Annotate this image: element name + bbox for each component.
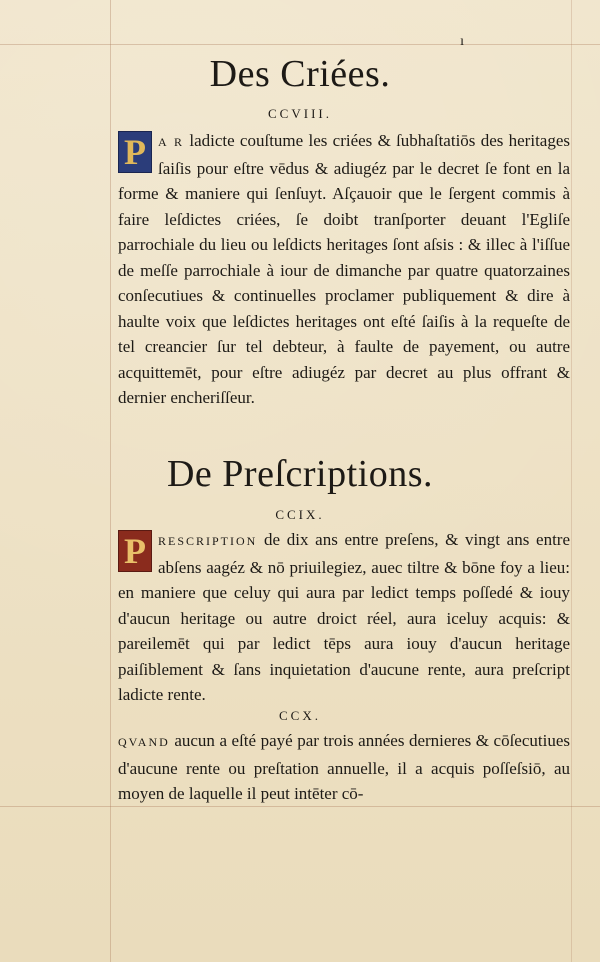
dropcap-p-ornament-red: P — [118, 530, 152, 572]
article-number-ccix: CCIX. — [275, 507, 325, 522]
article-ccviii-text — [118, 128, 570, 411]
section-title-prescriptions: De Preſcriptions. — [166, 453, 433, 495]
article-number-ccviii: CCVIII. — [268, 106, 332, 121]
section-title-criees: Des Criées. — [209, 53, 391, 95]
article-lead-words: QVAND — [118, 735, 170, 749]
dropcap-p-ornament: P — [118, 131, 152, 173]
article-ccx-text — [118, 728, 570, 807]
article-ccix-text — [118, 527, 570, 708]
article-number-ccx: CCX. — [279, 708, 321, 723]
article-body: aucun a eſté payé par trois années dernieres & cōſecutiues d'aucune rente ou preſtation annuelle, il a acquis poſſeſsiō, au moyen de laquelle il peut intēter cō- — [118, 731, 571, 803]
top-margin-rule — [0, 44, 600, 45]
article-body: ladicte couſtume les criées & ſubhaſtatiōs des heritages ſaiſis pour eſtre vēdus & adiugéz par le decret ſe font en la forme & maniere qui ſenſuyt. Aſçauoir que le ſergent commis à faire leſdictes criées, ſe doibt tranſporter deuant l'Egliſe parrochiale du lieu ou leſdicts heritages ſont aſsis : & illec à l'iſſue de meſſe parrochiale à iour de dimanche par quatre quatorzaines conſecutiues & continuelles proclamer publiquement & dire à haulte voix que leſdictes heritages ont eſté ſaiſis à la requeſte de tel creancier ſur tel debteur, à faulte de payement, ou autre acquittemēt, pour eſtre adiugéz par decret au plus offrant & dernier encheriſſeur. — [118, 131, 571, 407]
article-body: de dix ans entre preſens, & vingt ans entre abſens aagéz & nō priuilegiez, auec tiltre & bōne foy a lieu: en maniere que celuy qui aura par ledict temps poſſedé & iouy d'aucun heritage ou autre droict réel, aura iceluy acquis: & pareilemēt qui par ledict tēps aura iouy d'aucun heritage paiſiblement & ſans inquietation d'aucune rente, aura preſcript ladicte rente. — [118, 530, 570, 704]
folio-mark: ı — [460, 34, 464, 49]
article-lead-words: A R — [158, 135, 185, 149]
article-lead-words: RESCRIPTION — [158, 534, 258, 548]
